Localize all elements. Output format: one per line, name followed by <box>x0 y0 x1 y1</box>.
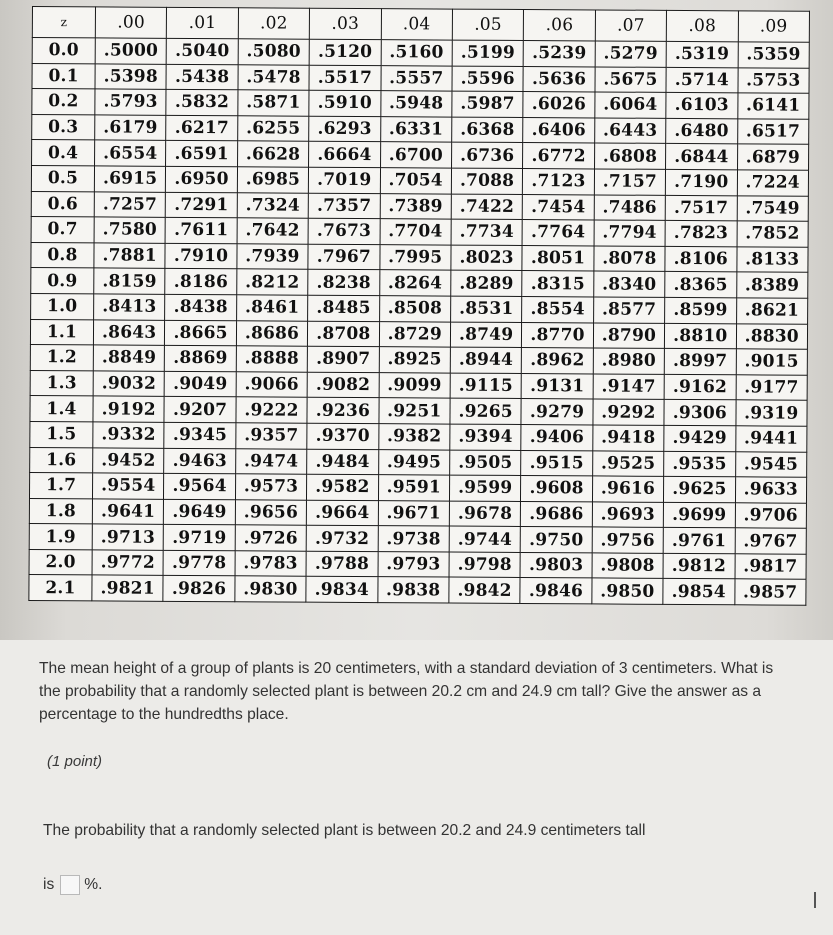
probability-cell: .9115 <box>450 373 522 399</box>
probability-cell: .5239 <box>523 41 595 67</box>
probability-cell: .5832 <box>166 90 238 116</box>
probability-cell: .7257 <box>94 191 166 217</box>
probability-cell: .7486 <box>594 194 666 220</box>
probability-cell: .9838 <box>377 577 449 603</box>
probability-cell: .9345 <box>164 422 236 448</box>
probability-cell: .9699 <box>663 502 735 528</box>
probability-cell: .9131 <box>521 373 593 399</box>
probability-cell: .5517 <box>309 65 381 91</box>
probability-cell: .8869 <box>165 345 237 371</box>
z-value-cell: 1.6 <box>30 447 93 473</box>
probability-cell: .9842 <box>449 578 521 604</box>
z-value-cell: 2.0 <box>29 549 92 575</box>
probability-cell: .8051 <box>522 245 594 271</box>
probability-cell: .9678 <box>449 501 521 527</box>
probability-cell: .8729 <box>379 321 451 347</box>
probability-cell: .8962 <box>522 348 594 374</box>
z-value-cell: 2.1 <box>29 575 92 601</box>
probability-cell: .9793 <box>378 551 450 577</box>
probability-cell: .5948 <box>380 91 452 117</box>
probability-cell: .8888 <box>236 346 308 372</box>
probability-cell: .8944 <box>450 347 522 373</box>
probability-cell: .6879 <box>737 144 809 170</box>
probability-cell: .6664 <box>309 142 381 168</box>
probability-cell: .9207 <box>164 397 236 423</box>
z-value-cell: 0.1 <box>32 63 95 89</box>
text-cursor <box>814 892 816 908</box>
z-table-column-header: .09 <box>738 11 810 42</box>
probability-cell: .7549 <box>737 195 809 221</box>
probability-cell: .7224 <box>737 170 809 196</box>
probability-cell: .9251 <box>379 398 451 424</box>
probability-cell: .6554 <box>95 140 167 166</box>
probability-cell: .9808 <box>592 553 664 579</box>
probability-cell: .5478 <box>238 64 310 90</box>
probability-cell: .8621 <box>736 298 808 324</box>
z-value-cell: 0.9 <box>31 268 94 294</box>
probability-cell: .7088 <box>451 168 523 194</box>
probability-cell: .9812 <box>663 553 735 579</box>
probability-cell: .9664 <box>307 500 379 526</box>
probability-cell: .9846 <box>520 578 592 604</box>
z-value-cell: 0.4 <box>32 140 95 166</box>
probability-cell: .9192 <box>93 396 165 422</box>
probability-cell: .9292 <box>593 399 665 425</box>
probability-cell: .8186 <box>165 269 237 295</box>
probability-cell: .5871 <box>238 90 310 116</box>
probability-cell: .8849 <box>93 345 165 371</box>
probability-cell: .7454 <box>523 194 595 220</box>
z-value-cell: 0.2 <box>32 89 95 115</box>
probability-cell: .6255 <box>237 116 309 142</box>
probability-cell: .8830 <box>736 323 808 349</box>
z-value-cell: 1.1 <box>30 319 93 345</box>
question-text: The mean height of a group of plants is 20 centimeters, with a standard deviation of 3 centimeters. What is the probability that a randomly selected plant is between 20.2 cm and 24.9 cm tall? Give the answer as a percentage to the hundredths place. <box>39 660 774 723</box>
probability-cell: .8413 <box>94 294 166 320</box>
probability-cell: .5040 <box>167 38 239 64</box>
z-table-column-header: .04 <box>381 9 453 40</box>
probability-cell: .8078 <box>594 246 666 272</box>
probability-cell: .9713 <box>92 524 164 550</box>
probability-cell: .9821 <box>92 575 164 601</box>
probability-cell: .6368 <box>452 117 524 143</box>
probability-cell: .5000 <box>95 38 167 64</box>
probability-cell: .7642 <box>237 218 309 244</box>
probability-cell: .9429 <box>664 425 736 451</box>
probability-cell: .5987 <box>452 91 524 117</box>
probability-cell: .8212 <box>237 269 309 295</box>
probability-cell: .9854 <box>663 579 735 605</box>
probability-cell: .8907 <box>307 346 379 372</box>
probability-cell: .6736 <box>451 142 523 168</box>
probability-cell: .9452 <box>93 447 165 473</box>
probability-cell: .9726 <box>235 525 307 551</box>
probability-cell: .6950 <box>166 166 238 192</box>
probability-cell: .5359 <box>738 42 810 68</box>
probability-cell: .9641 <box>92 499 164 525</box>
z-table-column-header: .07 <box>595 10 667 41</box>
probability-cell: .6700 <box>380 142 452 168</box>
z-value-cell: 1.5 <box>30 421 93 447</box>
z-table-body <box>29 38 809 606</box>
probability-cell: .9066 <box>236 371 308 397</box>
probability-cell: .7823 <box>665 221 737 247</box>
probability-cell: .9857 <box>734 579 806 605</box>
probability-cell: .5120 <box>309 39 381 65</box>
probability-cell: .8023 <box>451 245 523 271</box>
probability-cell: .9830 <box>235 576 307 602</box>
probability-cell: .5910 <box>309 90 381 116</box>
probability-cell: .9649 <box>164 499 236 525</box>
z-value-cell: 1.3 <box>30 370 93 396</box>
z-value-cell: 0.3 <box>32 114 95 140</box>
probability-cell: .9495 <box>378 449 450 475</box>
probability-cell: .7517 <box>665 195 737 221</box>
probability-cell: .5596 <box>452 66 524 92</box>
probability-cell: .9177 <box>736 375 808 401</box>
probability-cell: .9222 <box>236 397 308 423</box>
probability-cell: .9564 <box>164 473 236 499</box>
z-table-column-header: .01 <box>167 7 239 38</box>
probability-cell: .6103 <box>666 93 738 119</box>
probability-cell: .8133 <box>736 247 808 273</box>
z-value-cell: 0.8 <box>31 242 94 268</box>
probability-cell: .9608 <box>521 476 593 502</box>
probability-cell: .7673 <box>308 218 380 244</box>
probability-cell: .7157 <box>594 169 666 195</box>
probability-cell: .7422 <box>451 194 523 220</box>
probability-cell: .8238 <box>308 270 380 296</box>
probability-cell: .9535 <box>664 451 736 477</box>
probability-cell: .9693 <box>592 502 664 528</box>
z-value-cell: 1.2 <box>30 345 93 371</box>
probability-cell: .9370 <box>307 423 379 449</box>
probability-cell: .6331 <box>380 116 452 142</box>
probability-cell: .5636 <box>523 66 595 92</box>
probability-cell: .9750 <box>521 527 593 553</box>
probability-cell: .8980 <box>593 348 665 374</box>
probability-cell: .9441 <box>735 426 807 452</box>
z-table-column-header: .00 <box>95 7 167 38</box>
z-table-column-header: .03 <box>309 8 381 39</box>
z-value-cell: 0.6 <box>31 191 94 217</box>
probability-cell: .6293 <box>309 116 381 142</box>
probability-cell: .7389 <box>380 193 452 219</box>
probability-cell: .9633 <box>735 477 807 503</box>
probability-cell: .7734 <box>451 219 523 245</box>
probability-cell: .6026 <box>523 92 595 118</box>
points-label: (1 point) <box>47 753 103 770</box>
probability-cell: .6064 <box>595 92 667 118</box>
probability-cell: .9082 <box>307 372 379 398</box>
probability-cell: .7611 <box>165 217 237 243</box>
probability-cell: .9686 <box>521 501 593 527</box>
probability-cell: .8554 <box>522 296 594 322</box>
probability-cell: .7967 <box>308 244 380 270</box>
probability-cell: .7291 <box>166 192 238 218</box>
probability-cell: .9671 <box>378 500 450 526</box>
probability-cell: .9591 <box>378 475 450 501</box>
probability-cell: .9525 <box>592 450 664 476</box>
probability-cell: .8508 <box>379 296 451 322</box>
probability-cell: .7357 <box>308 193 380 219</box>
answer-prompt: The probability that a randomly selected plant is between 20.2 and 24.9 centimeters tall <box>43 822 646 839</box>
probability-cell: .9099 <box>379 372 451 398</box>
probability-cell: .5080 <box>238 39 310 65</box>
probability-cell: .8708 <box>308 321 380 347</box>
probability-cell: .5398 <box>95 63 167 89</box>
probability-cell: .6985 <box>237 167 309 193</box>
probability-cell: .8389 <box>736 272 808 298</box>
z-table <box>28 6 810 606</box>
probability-cell: .8159 <box>94 268 166 294</box>
probability-cell: .5438 <box>166 64 238 90</box>
z-value-cell: 1.9 <box>29 524 92 550</box>
probability-cell: .9834 <box>306 577 378 603</box>
z-table-container <box>28 6 810 606</box>
probability-cell: .7704 <box>380 219 452 245</box>
percent-suffix: %. <box>84 876 103 893</box>
probability-cell: .8599 <box>665 297 737 323</box>
probability-cell: .8770 <box>522 322 594 348</box>
probability-cell: .8790 <box>593 322 665 348</box>
probability-cell: .9756 <box>592 527 664 553</box>
probability-cell: .9573 <box>235 474 307 500</box>
probability-cell: .6443 <box>594 118 666 144</box>
probability-cell: .9719 <box>164 525 236 551</box>
probability-cell: .9418 <box>593 425 665 451</box>
z-table-column-header: .05 <box>452 9 524 40</box>
probability-cell: .9554 <box>92 473 164 499</box>
probability-cell: .9319 <box>735 400 807 426</box>
probability-cell: .6591 <box>166 141 238 167</box>
probability-cell: .7939 <box>237 244 309 270</box>
probability-cell: .7019 <box>309 167 381 193</box>
probability-cell: .5793 <box>95 89 167 115</box>
z-value-cell: 1.4 <box>30 396 93 422</box>
probability-cell: .9772 <box>92 550 164 576</box>
probability-cell: .9738 <box>378 526 450 552</box>
probability-cell: .9761 <box>663 528 735 554</box>
probability-cell: .8925 <box>379 347 451 373</box>
probability-cell: .9803 <box>520 552 592 578</box>
probability-cell: .5160 <box>381 40 453 66</box>
probability-cell: .8997 <box>664 348 736 374</box>
probability-cell: .6844 <box>666 144 738 170</box>
probability-cell: .8461 <box>236 295 308 321</box>
probability-cell: .9332 <box>93 422 165 448</box>
probability-cell: .6517 <box>737 119 809 145</box>
probability-cell: .9394 <box>450 424 522 450</box>
probability-cell: .7794 <box>594 220 666 246</box>
z-value-cell: 0.7 <box>31 217 94 243</box>
probability-cell: .6179 <box>95 115 167 141</box>
probability-cell: .9582 <box>307 474 379 500</box>
answer-row <box>43 875 102 895</box>
probability-cell: .9306 <box>664 400 736 426</box>
probability-cell: .9015 <box>736 349 808 375</box>
probability-cell: .6628 <box>237 141 309 167</box>
probability-cell: .9515 <box>521 450 593 476</box>
z-value-cell: 0.5 <box>31 165 94 191</box>
probability-cell: .7123 <box>523 168 595 194</box>
probability-cell: .8264 <box>379 270 451 296</box>
probability-cell: .8438 <box>165 294 237 320</box>
probability-cell: .7580 <box>94 217 166 243</box>
probability-cell: .9279 <box>521 399 593 425</box>
probability-cell: .9788 <box>306 551 378 577</box>
probability-cell: .8810 <box>665 323 737 349</box>
probability-cell: .6406 <box>523 117 595 143</box>
probability-cell: .9406 <box>521 424 593 450</box>
probability-cell: .5753 <box>737 67 809 93</box>
probability-cell: .9732 <box>306 525 378 551</box>
probability-cell: .9599 <box>449 475 521 501</box>
probability-cell: .6480 <box>666 118 738 144</box>
probability-cell: .9616 <box>592 476 664 502</box>
z-table-column-header: .06 <box>524 10 596 41</box>
probability-cell: .9798 <box>449 552 521 578</box>
probability-cell: .9032 <box>93 371 165 397</box>
probability-cell: .9545 <box>735 451 807 477</box>
probability-cell: .8485 <box>308 295 380 321</box>
probability-cell: .7764 <box>522 220 594 246</box>
probability-cell: .9265 <box>450 398 522 424</box>
probability-cell: .9484 <box>307 449 379 475</box>
probability-cell: .9826 <box>163 576 235 602</box>
z-value-cell: 1.7 <box>29 473 92 499</box>
probability-cell: .9463 <box>164 448 236 474</box>
probability-cell: .9817 <box>735 554 807 580</box>
table-row <box>29 575 806 605</box>
probability-cell: .9706 <box>735 502 807 528</box>
probability-cell: .9850 <box>592 578 664 604</box>
probability-cell: .9357 <box>236 423 308 449</box>
answer-input[interactable] <box>60 875 80 895</box>
probability-cell: .5319 <box>666 41 738 67</box>
probability-cell: .7324 <box>237 192 309 218</box>
probability-cell: .8531 <box>451 296 523 322</box>
probability-cell: .9236 <box>307 398 379 424</box>
probability-cell: .9778 <box>163 550 235 576</box>
z-table-column-header: .02 <box>238 8 310 39</box>
probability-cell: .9744 <box>449 526 521 552</box>
probability-cell: .9474 <box>235 448 307 474</box>
probability-cell: .8577 <box>593 297 665 323</box>
z-table-column-header: .08 <box>666 10 738 41</box>
probability-cell: .9767 <box>735 528 807 554</box>
probability-cell: .8289 <box>451 270 523 296</box>
probability-cell: .7190 <box>665 169 737 195</box>
z-table-corner: z <box>32 7 95 38</box>
probability-cell: .8665 <box>165 320 237 346</box>
probability-cell: .6808 <box>594 143 666 169</box>
probability-cell: .9382 <box>378 424 450 450</box>
probability-cell: .9625 <box>664 476 736 502</box>
probability-cell: .8365 <box>665 272 737 298</box>
probability-cell: .5675 <box>595 67 667 93</box>
probability-cell: .8686 <box>236 320 308 346</box>
probability-cell: .9162 <box>664 374 736 400</box>
probability-cell: .5714 <box>666 67 738 93</box>
probability-cell: .9656 <box>235 499 307 525</box>
probability-cell: .8643 <box>93 319 165 345</box>
probability-cell: .6141 <box>737 93 809 119</box>
probability-cell: .5279 <box>595 41 667 67</box>
probability-cell: .7995 <box>379 244 451 270</box>
z-value-cell: 1.8 <box>29 498 92 524</box>
probability-cell: .6915 <box>94 166 166 192</box>
probability-cell: .8106 <box>665 246 737 272</box>
probability-cell: .7852 <box>737 221 809 247</box>
probability-cell: .8315 <box>522 271 594 297</box>
probability-cell: .7054 <box>380 168 452 194</box>
probability-cell: .7910 <box>165 243 237 269</box>
probability-cell: .9505 <box>450 450 522 476</box>
probability-cell: .8340 <box>593 271 665 297</box>
probability-cell: .8749 <box>450 322 522 348</box>
probability-cell: .9783 <box>235 551 307 577</box>
probability-cell: .9049 <box>165 371 237 397</box>
probability-cell: .5557 <box>381 65 453 91</box>
z-value-cell: 0.0 <box>32 38 95 64</box>
probability-cell: .6772 <box>523 143 595 169</box>
probability-cell: .7881 <box>94 243 166 269</box>
probability-cell: .6217 <box>166 115 238 141</box>
answer-is-label: is <box>43 876 55 893</box>
probability-cell: .5199 <box>452 40 524 66</box>
z-value-cell: 1.0 <box>31 293 94 319</box>
z-table-header-row <box>32 7 809 43</box>
probability-cell: .9147 <box>593 374 665 400</box>
